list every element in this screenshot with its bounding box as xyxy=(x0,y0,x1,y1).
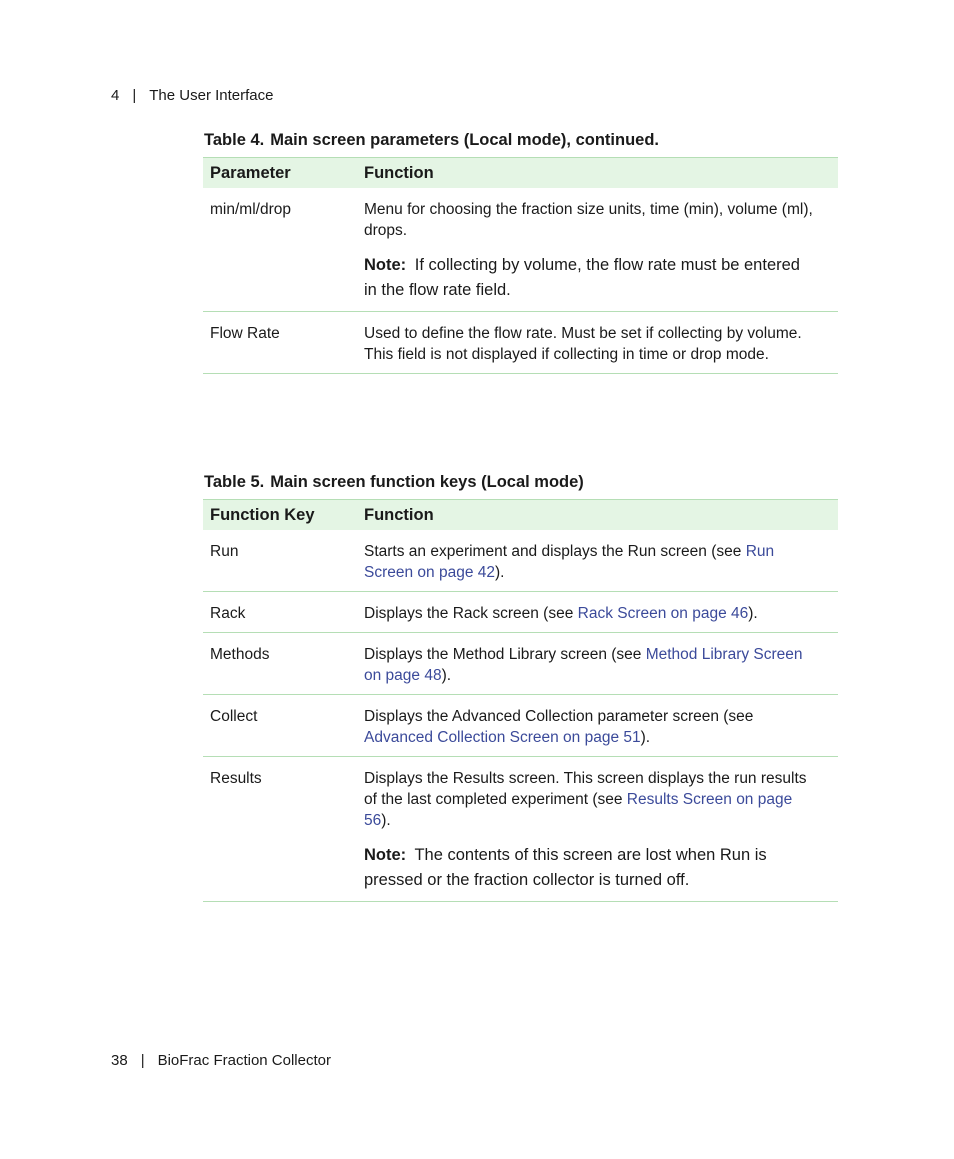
note xyxy=(364,843,814,893)
table-4 xyxy=(203,131,838,374)
function-text-end: ). xyxy=(441,667,452,684)
function-key-cell: Methods xyxy=(210,646,270,663)
table-row xyxy=(203,312,838,374)
function-text: Displays the Advanced Collection parameter screen (see xyxy=(364,708,754,725)
table-4-col-parameter: Parameter xyxy=(210,163,291,182)
cross-reference-link[interactable]: Results Screen on page 56 xyxy=(364,791,793,829)
function-text: Starts an experiment and displays the Run screen (see xyxy=(364,543,746,560)
table-5-caption xyxy=(204,473,838,492)
note-text: The contents of this screen are lost when Run is pressed or the fraction collector is turned off. xyxy=(364,846,767,889)
cross-reference-link[interactable]: Advanced Collection Screen on page 51 xyxy=(364,729,641,746)
chapter-number: 4 xyxy=(111,87,120,104)
table-4-header-row xyxy=(203,157,838,188)
function-text-end: ). xyxy=(495,564,505,581)
table-4-col-function: Function xyxy=(364,163,434,182)
table-5-title: Main screen function keys (Local mode) xyxy=(270,473,584,491)
cross-reference-link[interactable]: Rack Screen on page 46 xyxy=(577,605,749,622)
table-4-caption xyxy=(204,131,838,150)
function-text-end: ). xyxy=(748,605,758,622)
function-text: Displays the Rack screen (see xyxy=(364,605,578,622)
function-text-end: ). xyxy=(381,812,391,829)
function-cell xyxy=(364,603,838,624)
table-row xyxy=(203,633,838,695)
note-label: Note: xyxy=(364,256,407,274)
function-cell xyxy=(364,199,838,303)
function-key-cell: Collect xyxy=(210,708,258,725)
function-cell xyxy=(364,323,838,365)
table-5-col-function: Function xyxy=(364,505,434,524)
table-5-col-function-key: Function Key xyxy=(210,505,315,524)
footer-separator: | xyxy=(140,1052,145,1069)
function-text-end: ). xyxy=(640,729,651,746)
param-cell: Flow Rate xyxy=(210,325,280,342)
header-separator: | xyxy=(132,87,137,104)
document-title: BioFrac Fraction Collector xyxy=(157,1052,331,1069)
function-cell xyxy=(364,768,838,893)
function-cell xyxy=(364,706,838,748)
function-key-cell: Results xyxy=(210,770,262,787)
function-text: Displays the Results screen. This screen displays the run results of the last completed experiment (see xyxy=(364,770,807,808)
table-row xyxy=(203,188,838,312)
function-cell xyxy=(364,644,838,686)
param-cell: min/ml/drop xyxy=(210,201,291,218)
table-row xyxy=(203,695,838,757)
table-5-number: Table 5. xyxy=(204,473,265,491)
chapter-title: The User Interface xyxy=(149,87,274,104)
function-text: Used to define the flow rate. Must be set if collecting by volume. This field is not displayed if collecting in time or drop mode. xyxy=(364,325,802,363)
page-footer xyxy=(111,1052,331,1069)
function-key-cell: Run xyxy=(210,543,239,560)
function-key-cell: Rack xyxy=(210,605,246,622)
function-text: Displays the Method Library screen (see xyxy=(364,646,646,663)
table-4-number: Table 4. xyxy=(204,131,265,149)
cross-reference-link[interactable]: Method Library Screen on page 48 xyxy=(364,646,803,684)
table-row xyxy=(203,757,838,902)
note-text: If collecting by volume, the flow rate must be entered in the flow rate field. xyxy=(364,256,800,299)
table-row xyxy=(203,592,838,633)
note xyxy=(364,253,814,303)
table-5 xyxy=(203,473,838,902)
running-header xyxy=(111,87,273,104)
page-number: 38 xyxy=(111,1052,128,1069)
note-label: Note: xyxy=(364,846,407,864)
table-row xyxy=(203,530,838,592)
cross-reference-link[interactable]: Run Screen on page 42 xyxy=(364,543,775,581)
function-cell xyxy=(364,541,838,583)
table-4-title: Main screen parameters (Local mode), continued. xyxy=(270,131,659,149)
table-5-header-row xyxy=(203,499,838,530)
function-text: Menu for choosing the fraction size units, time (min), volume (ml), drops. xyxy=(364,201,813,239)
